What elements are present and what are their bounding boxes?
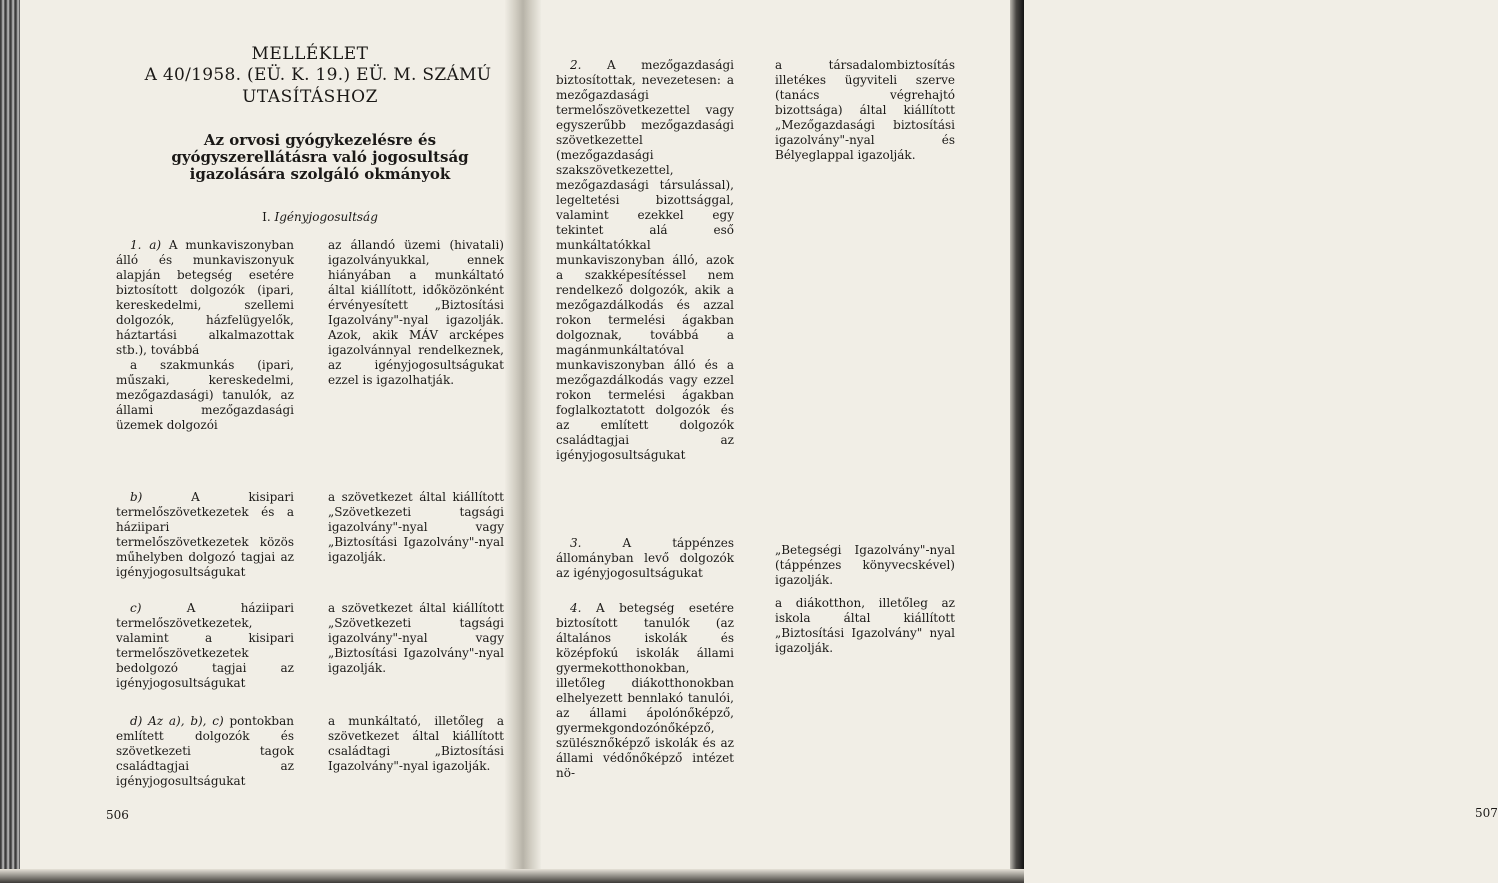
item-1a-proof: az állandó üzemi (hivatali) igazolványukkal, ennek hiányában a munkáltató által kiállított, időközönként érvényesített „Biztosítási Igazolvány"-nyal igazolják. Azok, akik MÁV arcképes igazolvánnyal rendelkeznek, az igényjogosultságukat ezzel is igazolhatják. bbox=[328, 238, 504, 387]
item-text-continued: a szakmunkás (ipari, műszaki, kereskedelmi, mezőgazdasági) tanulók, az állami mezőgazdasági üzemek dolgozói bbox=[116, 358, 294, 432]
item-text: pontokban említett dolgozók és szövetkezeti tagok családtagjai az igényjogosultságukat bbox=[116, 714, 294, 788]
item-label: c) bbox=[130, 601, 142, 615]
item-text: A betegség esetére biztosított tanulók (az általános iskolák és középfokú iskolák állami gyermekotthonokban, illetőleg diákotthonokban elhelyezett bennlakó tanulói, az állami ápolónőképző, gyermekgondozónőképző, szülésznőképző iskolák és az állami védőnőképző intézet nö- bbox=[556, 601, 734, 780]
item-3-proof: „Betegségi Igazolvány"-nyal (táppénzes könyvecskével) igazolják. bbox=[775, 543, 955, 587]
item-label: 3. bbox=[570, 536, 582, 550]
item-label: 4. bbox=[570, 601, 582, 615]
item-text: A háziipari termelőszövetkezetek, valamint a kisipari termelőszövetkezetek bedolgozó tagjai az igényjogosultságukat bbox=[116, 601, 294, 690]
scan-edge-left bbox=[0, 0, 20, 883]
item-c-proof: a szövetkezet által kiállított „Szövetkezeti tagsági igazolvány"-nyal vagy „Biztosítási Igazolvány"-nyal igazolják. bbox=[328, 601, 504, 675]
left-page bbox=[20, 0, 505, 883]
item-text: A munkaviszonyban álló és munkaviszonyuk alapján betegség esetére biztosított dolgozók (ipari, kereskedelmi, szellemi dolgozók, házfelügyelők, háztartási alkalmazottak stb.), továbbá bbox=[116, 238, 294, 357]
item-1a-subject bbox=[116, 238, 294, 433]
item-2-proof: a társadalombiztosítás illetékes ügyviteli szerve (tanács végrehajtó bizottsága) által kiállított „Mezőgazdasági biztosítási igazolvány"-nyal és Bélyeglappal igazolják. bbox=[775, 58, 955, 162]
item-label: d) Az a), b), c) bbox=[130, 714, 224, 728]
appendix-heading: MELLÉKLET bbox=[251, 44, 369, 64]
regulation-heading: A 40/1958. (EÜ. K. 19.) EÜ. M. SZÁMÚ bbox=[144, 65, 492, 85]
item-label: 2. bbox=[570, 58, 582, 72]
page-number-right: 507 bbox=[1475, 806, 1498, 820]
item-4-proof: a diákotthon, illetőleg az iskola által kiállított „Biztosítási Igazolvány" nyal igazolják. bbox=[775, 596, 955, 655]
section-name: Igényjogosultság bbox=[274, 210, 378, 224]
item-3-subject bbox=[556, 536, 734, 581]
item-d-subject bbox=[116, 714, 294, 789]
item-text: A mezőgazdasági biztosítottak, nevezetesen: a mezőgazdasági termelőszövetkezettel vagy egyszerűbb mezőgazdasági szövetkezettel (mezőgazdasági szakszövetkezettel, mezőgazdasági társulással), legeltetési bizottsággal, valamint ezekkel egy tekintet alá eső munkáltatókkal munkaviszonyban álló, azok a szakképesítéssel nem rendelkező dolgozók, akik a mezőgazdálkodás és azzal rokon termelési ágakban dolgoznak, továbbá a magánmunkáltatóval munkaviszonyban álló és a mezőgazdálkodás vagy ezzel rokon termelési ágakban foglalkoztatott dolgozók és az említett dolgozók családtagjai az igényjogosultságukat bbox=[556, 58, 734, 462]
book-gutter bbox=[505, 0, 541, 883]
instruction-heading: UTASÍTÁSHOZ bbox=[242, 87, 378, 107]
item-c-subject bbox=[116, 601, 294, 691]
item-text: A kisipari termelőszövetkezetek és a háziipari termelőszövetkezetek közös műhelyben dolgozó tagjai az igényjogosultságukat bbox=[116, 490, 294, 579]
scan-edge-right bbox=[1010, 0, 1024, 883]
item-2-subject bbox=[556, 58, 734, 463]
document-title: Az orvosi gyógykezelésre és gyógyszerellátásra való jogosultság igazolására szolgáló okmányok bbox=[171, 131, 469, 183]
item-text: A táppénzes állományban levő dolgozók az igényjogosultságukat bbox=[556, 536, 734, 580]
page-number-left: 506 bbox=[106, 808, 129, 822]
item-label: b) bbox=[130, 490, 143, 504]
item-4-subject bbox=[556, 601, 734, 781]
item-b-proof: a szövetkezet által kiállított „Szövetkezeti tagsági igazolvány"-nyal vagy „Biztosítási Igazolvány"-nyal igazolják. bbox=[328, 490, 504, 564]
item-b-subject bbox=[116, 490, 294, 580]
item-label: 1. a) bbox=[130, 238, 162, 252]
section-heading bbox=[220, 210, 420, 224]
section-number: I. bbox=[262, 210, 271, 224]
item-d-proof: a munkáltató, illetőleg a szövetkezet által kiállított családtagi „Biztosítási Igazolvány"-nyal igazolják. bbox=[328, 714, 504, 773]
right-page bbox=[541, 0, 1498, 883]
